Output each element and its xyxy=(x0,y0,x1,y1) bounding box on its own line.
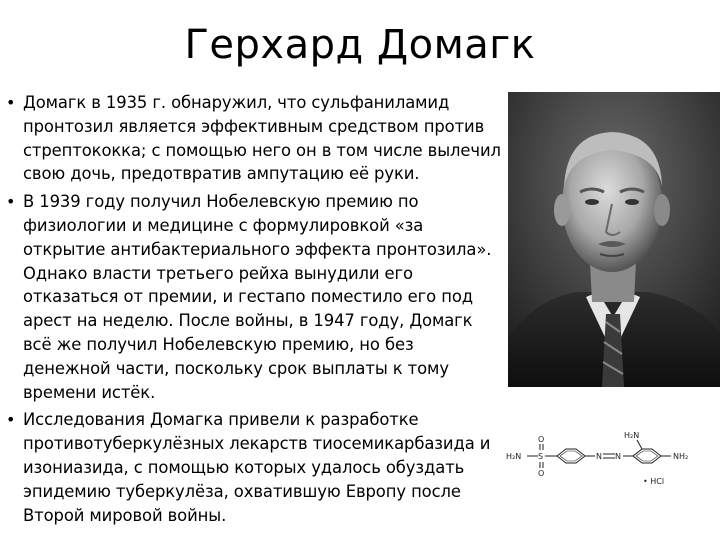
label-sulfur: S xyxy=(538,452,544,461)
label-oxygen-top: O xyxy=(538,435,545,444)
label-h2n-top: H₂N xyxy=(624,431,640,440)
bullet-text-2: В 1939 году получил Нобелевскую премию по физиологии и медицине с формулировкой «за открытие антибактериального эффекта пронтозила». Однако власти третьего рейха вынудили его отказаться от премии, и гестапо поместило его под арест на неделю. После войны, в 1947 году, Домагк всё же получил Нобелевскую премию, но без денежной части, поскольку срок выплаты к тому времени истёк. xyxy=(23,192,492,402)
portrait-image xyxy=(508,92,720,387)
bullet-item-1 xyxy=(6,91,506,186)
bullet-text-3: Исследования Домагка привели к разработке противотуберкулёзных лекарств тиосемикарбазида и изониазида, с помощью которых удалось обуздать эпидемию туберкулёза, охватившую Европу после Второй мировой войны. xyxy=(23,410,491,525)
bullet-item-2 xyxy=(6,190,506,404)
bullet-list xyxy=(6,91,506,531)
chemical-structure-diagram xyxy=(493,404,720,496)
label-nh2-right: NH₂ xyxy=(673,452,689,461)
label-oxygen-bottom: O xyxy=(538,469,545,478)
page-title: Герхард Домагк xyxy=(184,22,536,68)
label-h2n-left: H₂N xyxy=(506,452,522,461)
bullet-marker: • xyxy=(6,93,16,112)
bullet-item-3 xyxy=(6,408,506,527)
label-nitrogen-2: N xyxy=(615,452,621,461)
portrait-photo xyxy=(508,92,720,387)
label-nitrogen-1: N xyxy=(596,452,602,461)
bullet-text-1: Домагк в 1935 г. обнаружил, что сульфаниламид пронтозил является эффективным средством против стрептококка; с помощью него он в том числе вылечил свою дочь, предотвратив ампутацию её руки. xyxy=(23,93,501,184)
label-hcl: • HCl xyxy=(643,477,665,486)
prontosil-structure xyxy=(493,404,720,496)
bullet-marker: • xyxy=(6,192,16,212)
bullet-marker: • xyxy=(6,410,16,430)
